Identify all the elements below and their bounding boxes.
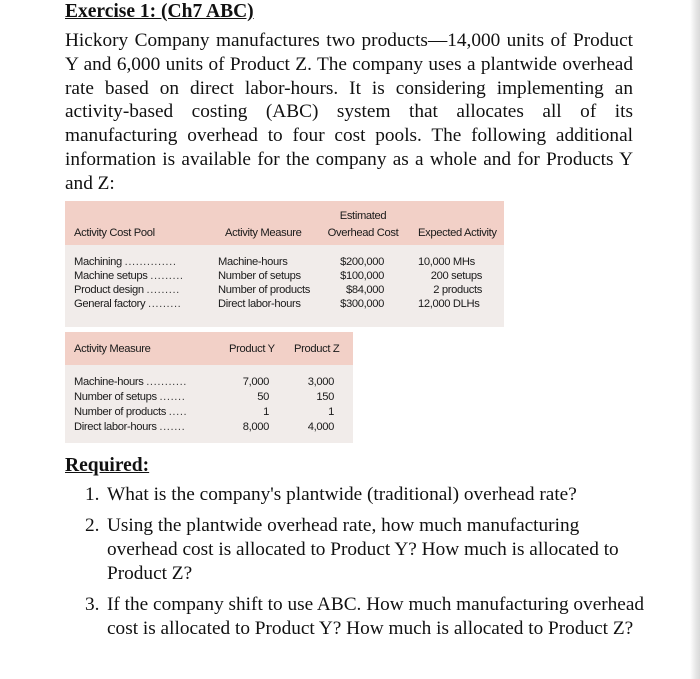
pool-name: General factory ......... — [74, 298, 182, 310]
list-item — [85, 514, 645, 586]
pool-measure: Direct labor-hours — [218, 298, 301, 310]
header-overhead-cost: Overhead Cost — [327, 227, 399, 239]
header-expected-activity: Expected Activity — [418, 227, 497, 239]
pool-overhead: $84,000 — [346, 284, 384, 296]
product-table-header — [65, 332, 353, 365]
list-item — [85, 483, 645, 507]
exercise-title: Exercise 1: (Ch7 ABC) — [65, 1, 254, 22]
product-z-value: 4,000 — [307, 421, 334, 433]
header-estimated: Estimated — [339, 210, 387, 222]
product-z-value: 3,000 — [307, 376, 334, 388]
pool-measure: Machine-hours — [218, 256, 288, 268]
measure-name: Number of products ..... — [74, 406, 188, 418]
product-y-value: 50 — [257, 391, 269, 403]
item-number: 3. — [85, 594, 100, 615]
item-text: If the company shift to use ABC. How much manufacturing overhead cost is allocated to Product Y? How much is allocated to Product Z? — [107, 594, 645, 639]
pool-overhead: $200,000 — [340, 256, 384, 268]
cost-pool-table-body — [65, 245, 504, 327]
pool-overhead: $300,000 — [340, 298, 384, 310]
pool-name: Product design ......... — [74, 284, 180, 296]
header-activity-cost-pool: Activity Cost Pool — [74, 227, 155, 239]
product-y-value: 1 — [263, 406, 269, 418]
header-activity-measure: Activity Measure — [225, 227, 302, 239]
item-text: Using the plantwide overhead rate, how much manufacturing overhead cost is allocated to Product Y? How much is allocated to Product Z? — [107, 515, 619, 584]
measure-name: Number of setups ....... — [74, 391, 186, 403]
pool-measure: Number of products — [218, 284, 310, 296]
data-tables — [65, 201, 504, 443]
product-z-value: 1 — [328, 406, 334, 418]
pool-expected: 200 setups — [430, 270, 482, 282]
pool-expected: 2 products — [433, 284, 482, 296]
pool-expected: 12,000 DLHs — [418, 298, 480, 310]
item-text: What is the company's plantwide (traditional) overhead rate? — [107, 484, 577, 505]
page-edge-shadow — [690, 0, 700, 679]
pool-measure: Number of setups — [218, 270, 301, 282]
item-number: 2. — [85, 515, 100, 536]
product-z-value: 150 — [316, 391, 334, 403]
required-heading: Required: — [65, 455, 150, 476]
measure-name: Machine-hours ........... — [74, 376, 188, 388]
header-product-z: Product Z — [294, 343, 340, 355]
product-y-value: 7,000 — [242, 376, 269, 388]
product-y-value: 8,000 — [242, 421, 269, 433]
measure-name: Direct labor-hours ....... — [74, 421, 186, 433]
header-product-y: Product Y — [229, 343, 275, 355]
pool-expected: 10,000 MHs — [418, 256, 475, 268]
pool-overhead: $100,000 — [340, 270, 384, 282]
pool-name: Machine setups ......... — [74, 270, 184, 282]
header-activity-measure-2: Activity Measure — [74, 343, 151, 355]
item-number: 1. — [85, 484, 100, 505]
cost-pool-table-header — [65, 201, 504, 245]
product-table-body — [65, 365, 353, 443]
pool-name: Machining .............. — [74, 256, 177, 268]
intro-paragraph: Hickory Company manufactures two products—14,000 units of Product Y and 6,000 units of Product Z. The company uses a plantwide overhead rate based on direct labor-hours. It is considering implementing an activity-based costing (ABC) system that allocates all of its manufacturing overhead to four cost pools. The following additional information is available for the company as a whole and for Products Y and Z: — [65, 30, 633, 194]
list-item — [85, 593, 645, 641]
required-list — [85, 483, 645, 641]
